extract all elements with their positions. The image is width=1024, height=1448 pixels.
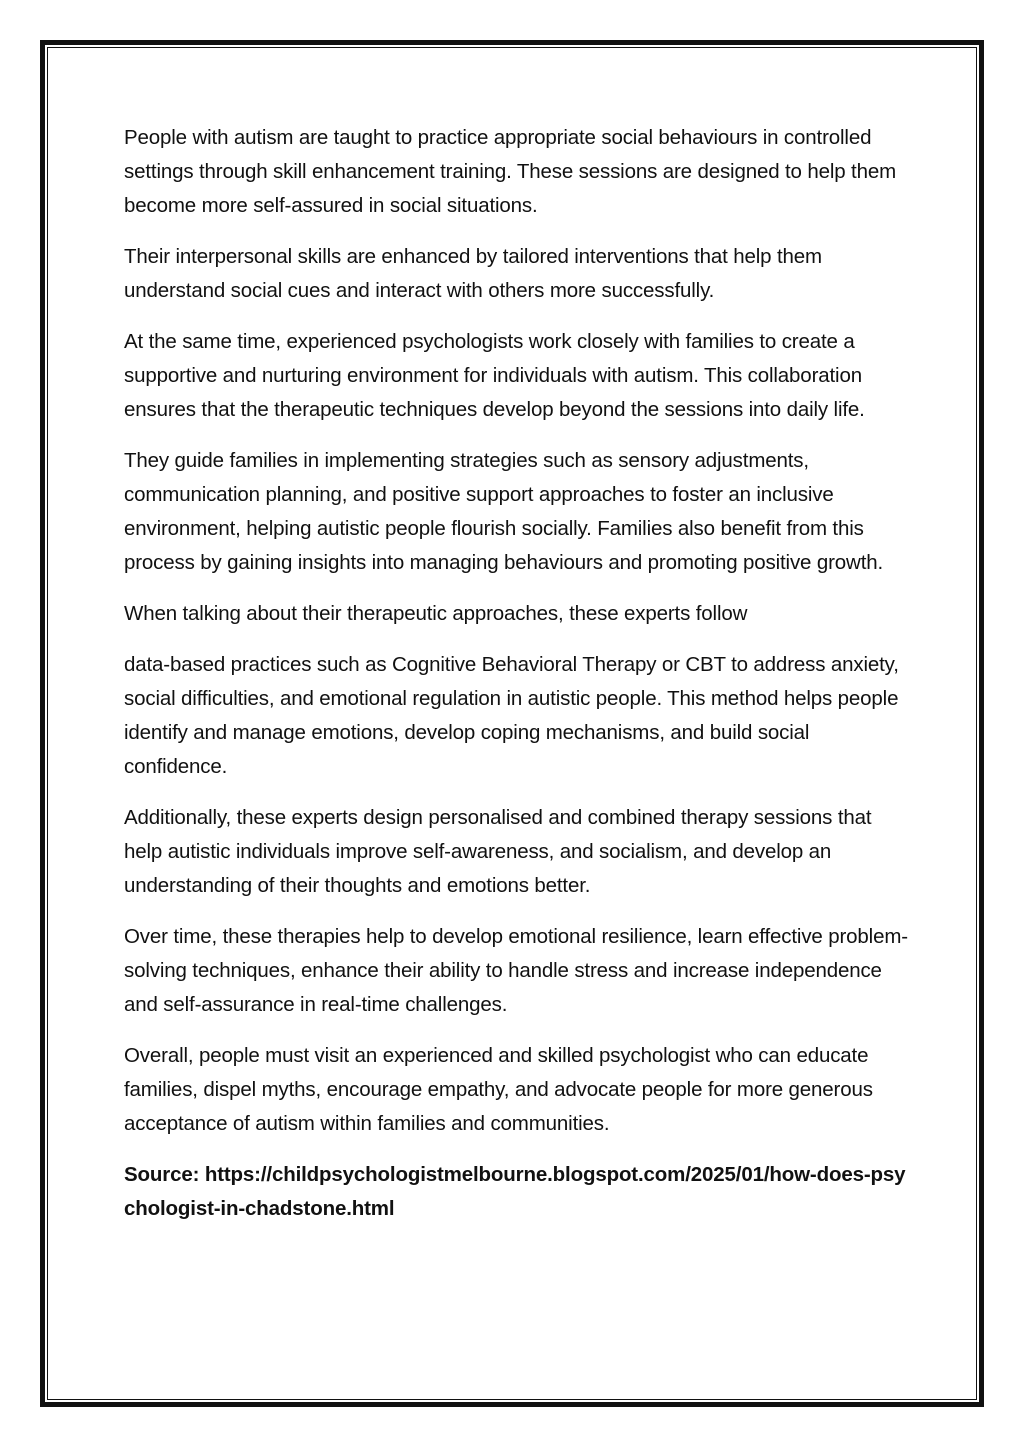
paragraph-overall: Overall, people must visit an experienced and skilled psychologist who can educate families, dispel myths, encourage empathy, and advocate people for more generous acceptance of autism within families and communities. [124,1044,873,1135]
paragraph-family-strategies: They guide families in implementing strategies such as sensory adjustments, communication planning, and positive support approaches to foster an inclusive environment, helping autistic people flourish socially. Families also benefit from this process by gaining insights into managing behaviours and promoting positive growth. [124,449,884,574]
paragraph-personalised-therapy: Additionally, these experts design personalised and combined therapy sessions that help autistic individuals improve self-awareness, and socialism, and develop an understanding of their thoughts and emotions better. [124,806,872,897]
paragraph-family-collaboration: At the same time, experienced psychologists work closely with families to create a supportive and nurturing environment for individuals with autism. This collaboration ensures that the therapeutic techniques develop beyond the sessions into daily life. [124,330,865,421]
paragraph-cbt: data-based practices such as Cognitive Behavioral Therapy or CBT to address anxiety, social difficulties, and emotional regulation in autistic people. This method helps people identify and manage emotions, develop coping mechanisms, and build social confidence. [124,653,899,778]
paragraph-therapeutic-approaches: When talking about their therapeutic approaches, these experts follow [124,602,748,625]
paragraph-social-training: People with autism are taught to practice appropriate social behaviours in controlled settings through skill enhancement training. These sessions are designed to help them become more self-assured in social situations. [124,126,897,217]
source-label: Source: [124,1163,200,1186]
paragraph-interpersonal-skills: Their interpersonal skills are enhanced by tailored interventions that help them understand social cues and interact with others more successfully. [124,245,822,302]
document-body [124,121,914,1226]
source-link[interactable]: https://childpsychologistmelbourne.blogspot.com/2025/01/how-does-psychologist-in-chadstone.html [124,1163,906,1220]
paragraph-resilience: Over time, these therapies help to develop emotional resilience, learn effective problem-solving techniques, enhance their ability to handle stress and increase independence and self-assurance in real-time challenges. [124,925,908,1016]
source-citation [124,1158,914,1226]
